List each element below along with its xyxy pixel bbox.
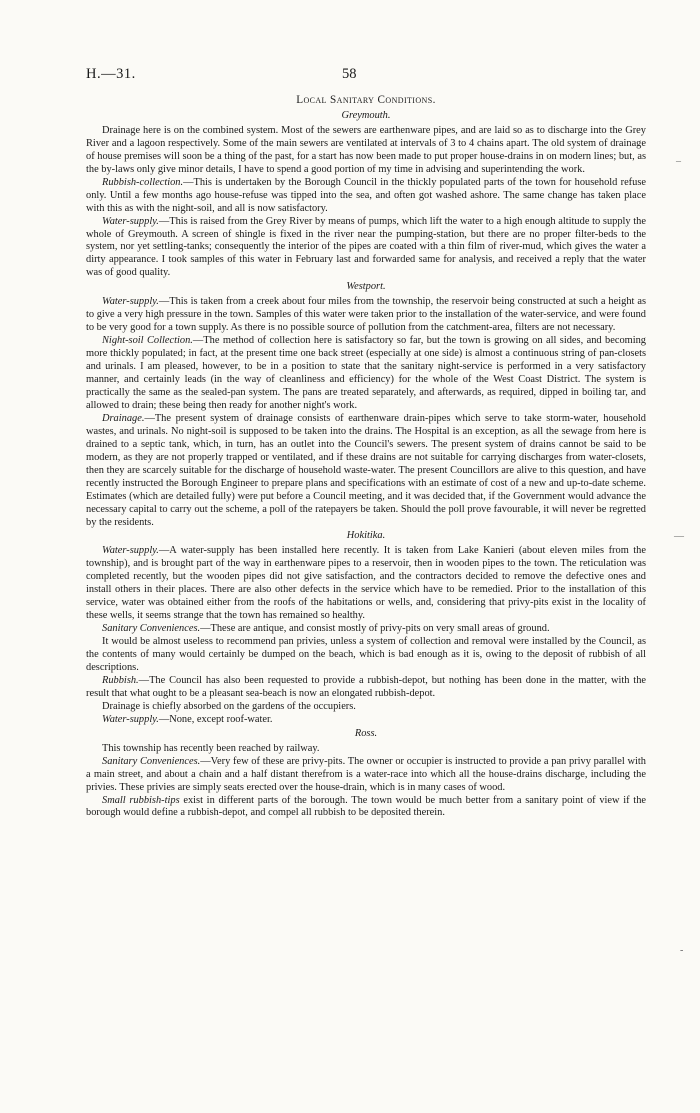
paragraph-lead: Water-supply.	[102, 545, 159, 557]
paragraph-text: —The Council has also been requested to provide a rubbish-depot, but nothing has been done in the matter, with the result that what ought to be a pleasant sea-beach is now an elongated rubbish-depot.	[86, 674, 646, 699]
paragraph	[86, 636, 646, 675]
paragraph-text: Drainage here is on the combined system. Most of the sewers are earthenware pipes, and are laid so as to discharge into the Grey River and a lagoon respectively. Some of the main sewers are ventilated at intervals of 3 to 4 chains apart. The old system of drainage of house premises will soon be a thing of the past, for a start has now been made to put proper house-drains in on modern lines; but, as the by-laws only give minor details, I have to spend a good portion of my time in advising and superintending the work.	[86, 124, 646, 175]
paragraph-text: —Very few of these are privy-pits. The owner or occupier is instructed to provide a pan privy parallel with a main street, and about a chain and a half distant therefrom is a water-race into which all the house-drains discharge, including the privies. These privies are simply seats erected over the house-drain, which is in many cases of wood.	[86, 755, 646, 793]
paragraph	[86, 545, 646, 623]
paragraph-lead: Sanitary Conveniences.	[102, 623, 201, 635]
paragraph-text: —This is undertaken by the Borough Council in the thickly populated parts of the town for household refuse only. Until a few months ago house-refuse was tipped into the sea, and often got washed ashore. The same change has taken place with this as with the night-soil, and all is now satisfactory.	[86, 176, 646, 214]
paragraph	[86, 216, 646, 281]
paragraph	[86, 795, 646, 821]
paragraph	[86, 675, 646, 701]
section-heading-ross: Ross.	[354, 727, 378, 739]
page-header	[86, 66, 646, 84]
paragraph	[86, 125, 646, 177]
page-number: 58	[342, 66, 357, 82]
paragraph	[86, 743, 646, 756]
margin-mark: –	[676, 156, 681, 167]
paragraph-text: —None, except roof-water.	[158, 713, 273, 725]
margin-mark: -	[680, 945, 684, 956]
paragraph-lead: Night-soil Collection.	[102, 335, 193, 347]
margin-mark: —	[674, 531, 684, 542]
paragraph-text: —The method of collection here is satisfactory so far, but the town is growing on all sides, and becoming more thickly populated; in fact, at the present time one back street (especially at one side) is almost a continuous string of pan-closets and urinals. I am pleased, however, to be in a position to state that the sanitary night-service is performed in a very satisfactory manner, and certainly leads (in the way of cleanliness and efficiency) for the whole of the West Coast District. The system is practically the same as the sealed-pan system. The pans are treated separately, and afterwards, as required, dipped in boiling tar, and allowed to drain; these being then ready for another night's work.	[86, 335, 646, 411]
document-reference: H.—31.	[86, 66, 136, 82]
paragraph-text: It would be almost useless to recommend pan privies, unless a system of collection and removal were installed by the Council, as the contents of many would certainly be dumped on the beach, which is bad enough as it is, owing to the deposit of rubbish of all descriptions.	[86, 636, 646, 673]
paragraph-text: —The present system of drainage consists of earthenware drain-pipes which serve to take storm-water, household wastes, and urinals. No night-soil is supposed to be taken into the drains. The Hospital is an exception, as all the sewage from here is drained to a septic tank, which, in turn, has an outlet into the Council's sewers. The present system of drains cannot be said to be modern, as they are not properly trapped or ventilated, and if these drains are not suitable for carrying discharges from water-closets, then they are scarcely suitable for the discharge of household waste-water. The present Councillors are alive to this question, and have recently instructed the Borough Engineer to prepare plans and specifications with an estimate of cost of a new and up-to-date scheme. Estimates (which are detailed fully) were put before a Council meeting, and it was decided that, if the Government would advance the necessary capital to carry out the scheme, a poll of the ratepayers be taken. Should the poll prove favourable, it will never be regretted by the residents.	[86, 412, 646, 528]
paragraph-text: Drainage is chiefly absorbed on the gardens of the occupiers.	[102, 700, 356, 712]
paragraph-lead: Small rubbish-tips	[102, 794, 180, 806]
paragraph	[86, 413, 646, 530]
paragraph-text: —These are antique, and consist mostly of privy-pits on very small areas of ground.	[200, 623, 550, 635]
paragraph-text: exist in different parts of the borough. The town would be much better from a sanitary point of view if the borough would define a rubbish-depot, and compel all rubbish to be deposited therein.	[86, 794, 646, 819]
paragraph	[86, 701, 646, 714]
paragraph	[86, 756, 646, 795]
section-heading-hokitika: Hokitika.	[346, 530, 386, 542]
paragraph-lead: Drainage.	[102, 412, 145, 424]
paragraph-text: —This is raised from the Grey River by means of pumps, which lift the water to a high enough altitude to supply the whole of Greymouth. A screen of shingle is fixed in the river near the pumping-station, but there are no proper filter-beds to the system, nor yet settling-tanks; consequently the interior of the pipes are coated with a thin film of river-mud, which gives the water a dirty appearance. I took samples of this water in February last and forwarded same for analysis, and received a reply that the water was of good quality.	[86, 215, 646, 279]
page-title: Local Sanitary Conditions.	[296, 94, 436, 106]
paragraph-lead: Water-supply.	[102, 215, 159, 227]
paragraph	[86, 335, 646, 413]
paragraph	[86, 714, 646, 727]
section-heading-westport: Westport.	[346, 281, 386, 293]
section-heading-greymouth: Greymouth.	[341, 109, 391, 121]
paragraph-text: This township has recently been reached by railway.	[102, 742, 320, 754]
paragraph-text: —This is taken from a creek about four miles from the township, the reservoir being constructed at such a height as to give a very high pressure in the town. Samples of this water were taken prior to the installation of the water-service, and were found to be very good for a town supply. As there is no possible source of pollution from the catchment-area, filters are not necessary.	[86, 296, 646, 334]
paragraph-text: —A water-supply has been installed here recently. It is taken from Lake Kanieri (about eleven miles from the township), and is brought part of the way in earthenware pipes to a reservoir, then in wooden pipes to the town. The reticulation was completed recently, but the wooden pipes did not give satisfaction, and the contractors decided to remove the defective ones and install others in their places. There are also other defects in the service which have to be remedied. Prior to the installation of this service, water was obtained either from the roofs of the habitations or wells, and, considering that privy-pits exist in the locality of these wells, it seems strange that the town has remained so healthy.	[86, 545, 646, 622]
paragraph-lead: Rubbish-collection.	[102, 176, 184, 188]
document-body	[86, 94, 646, 820]
paragraph-lead: Sanitary Conveniences.	[102, 755, 201, 767]
paragraph-lead: Water-supply.	[102, 713, 159, 725]
paragraph	[86, 296, 646, 335]
paragraph	[86, 177, 646, 216]
paragraph-lead: Water-supply.	[102, 296, 159, 308]
paragraph	[86, 623, 646, 636]
paragraph-lead: Rubbish.	[102, 674, 139, 686]
